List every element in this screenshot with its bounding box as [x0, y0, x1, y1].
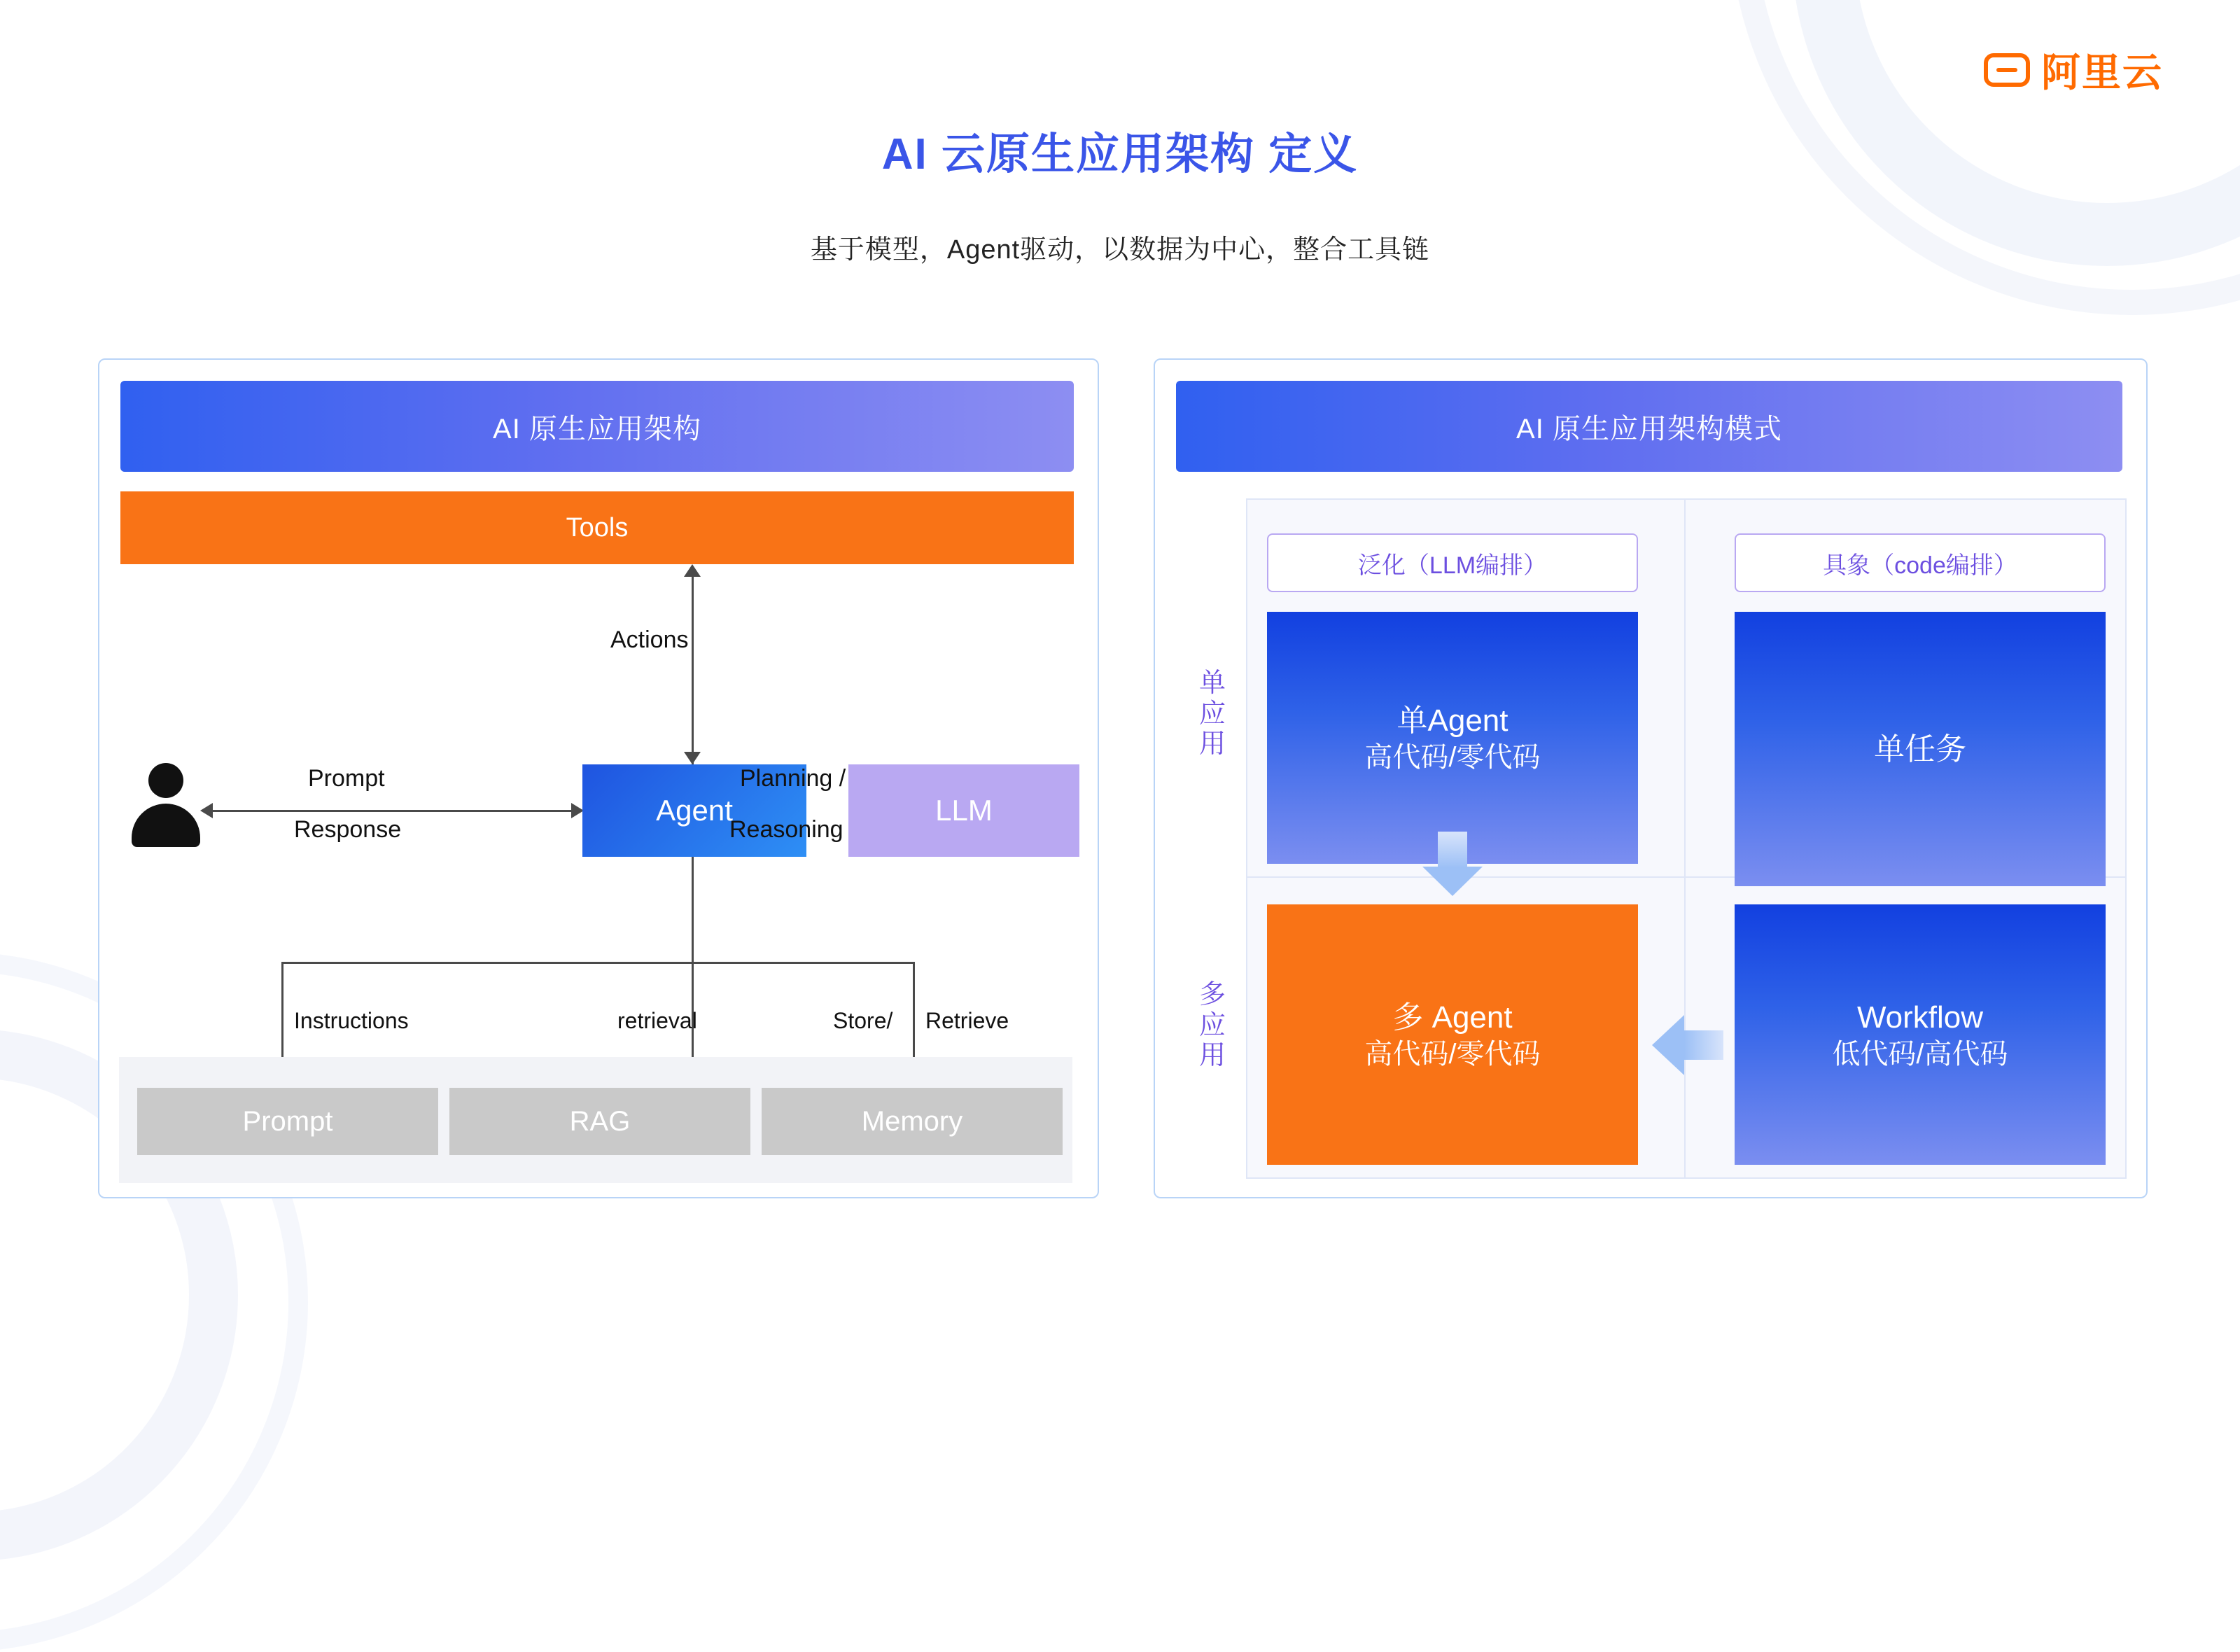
store-prompt-box: Prompt: [137, 1088, 438, 1155]
cell-title: 单Agent: [1396, 703, 1508, 738]
cell-title: Workflow: [1856, 1000, 1984, 1035]
tools-agent-connector: [692, 570, 694, 764]
aliyun-logo-icon: [1984, 53, 2030, 87]
cell-subtitle: 高代码/零代码: [1364, 741, 1541, 773]
cell-title: 多 Agent: [1392, 1000, 1513, 1035]
planning-edge-label: Planning /: [740, 765, 846, 792]
tools-bar: Tools: [120, 491, 1074, 564]
llm-node: LLM: [848, 764, 1079, 857]
user-agent-connector: [210, 810, 577, 812]
actions-arrow-down-icon: [684, 752, 701, 764]
column-chip-concrete: 具象（code编排）: [1735, 533, 2106, 592]
left-panel-header: AI 原生应用架构: [120, 381, 1074, 472]
reasoning-edge-label: Reasoning: [729, 816, 844, 843]
arrow-left-icon: [1652, 1015, 1723, 1075]
aliyun-logo-text: 阿里云: [2041, 50, 2163, 94]
matrix-cell-multi-agent: [1267, 904, 1638, 1165]
prompt-edge-label: Prompt: [308, 765, 385, 792]
agent-node: Agent: [582, 764, 806, 857]
instructions-label: Instructions: [294, 1008, 409, 1033]
row-label-single-app: 单应用: [1198, 668, 1226, 760]
cell-subtitle: 高代码/零代码: [1364, 1038, 1541, 1070]
retrieval-label: retrieval: [617, 1008, 697, 1033]
matrix-vertical-divider: [1684, 498, 1686, 1179]
user-head-icon: [148, 763, 183, 798]
row-label-multi-app: 多应用: [1198, 980, 1226, 1071]
arrow-down-icon: [1422, 832, 1483, 896]
matrix-cell-workflow: [1735, 904, 2106, 1165]
store-bus-line: [281, 962, 913, 964]
aliyun-logo: [1984, 42, 2163, 98]
user-body-icon: [132, 804, 200, 847]
column-chip-generalized: 泛化（LLM编排）: [1267, 533, 1638, 592]
user-avatar: [127, 763, 204, 861]
cell-title: 单任务: [1874, 732, 1966, 766]
page-subtitle: 基于模型，Agent驱动，以数据为中心，整合工具链: [810, 235, 1430, 265]
store-label: Store/: [833, 1008, 893, 1033]
store-memory-box: Memory: [762, 1088, 1063, 1155]
retrieve-label: Retrieve: [925, 1008, 1009, 1033]
actions-label: Actions: [610, 626, 689, 653]
right-panel-header: AI 原生应用架构模式: [1176, 381, 2122, 472]
matrix-cell-single-agent: [1267, 612, 1638, 864]
page-title: AI 云原生应用架构 定义: [881, 130, 1359, 178]
response-edge-label: Response: [294, 816, 402, 843]
store-rag-box: RAG: [449, 1088, 750, 1155]
agent-store-connector: [692, 857, 694, 962]
cell-subtitle: 低代码/高代码: [1832, 1038, 2008, 1070]
matrix-cell-single-task: [1735, 612, 2106, 886]
